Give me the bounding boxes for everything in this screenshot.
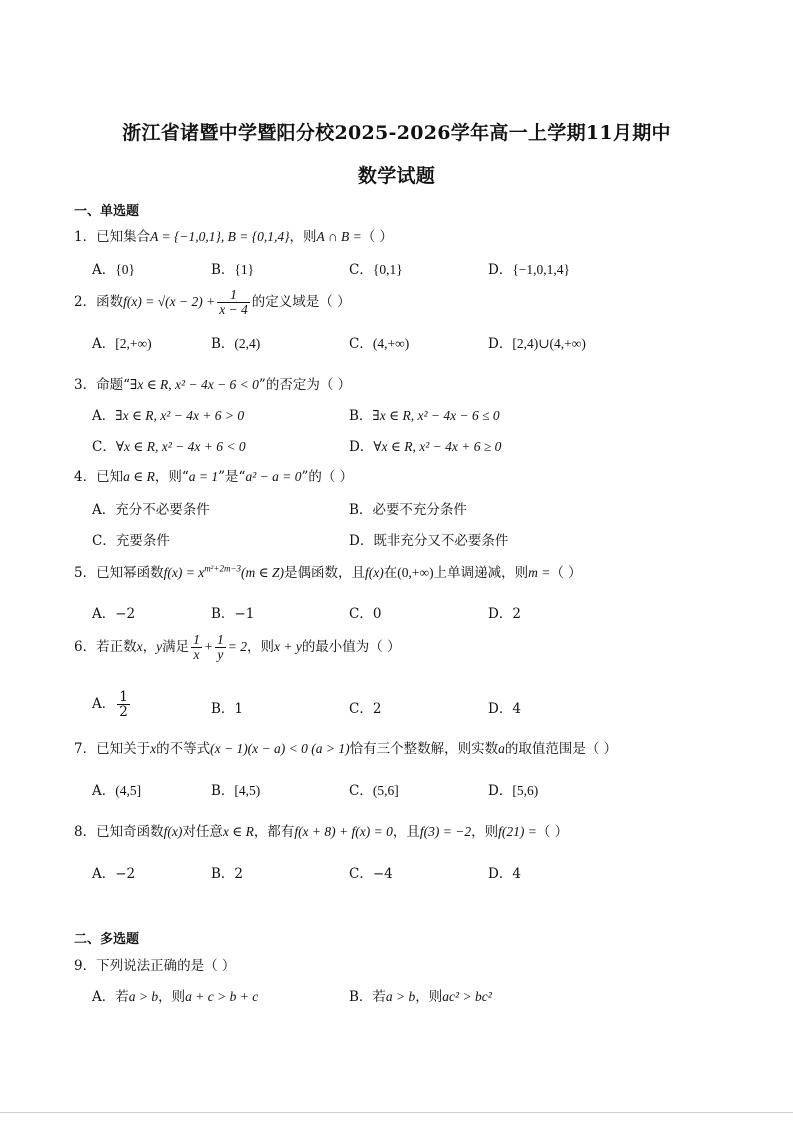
question-5 [74, 561, 582, 581]
question-text: ”的（ ） [301, 469, 354, 485]
question-number: 6． [74, 639, 97, 656]
option-d: D．{−1,0,1,4} [488, 262, 571, 278]
question-text: ，都有 [253, 824, 295, 840]
question-text: 命题“ [96, 377, 130, 393]
option-b: B．若a > b，则ac² > bc² [349, 989, 492, 1005]
option-d: D．[2,4)∪(4,+∞) [488, 336, 586, 352]
fraction: $\frac{1}{2}$ [119, 689, 128, 721]
option-d: D．4 [488, 701, 521, 717]
question-text: ，且 [392, 824, 420, 840]
option-c: C．充要条件 [92, 533, 170, 549]
option-b: B．{1} [211, 262, 255, 278]
question-3 [74, 373, 351, 393]
option-d: D．4 [488, 866, 521, 882]
math-expression: ∃x ∈ R, x² − 4x − 6 < 0 [130, 377, 259, 392]
question-text: 的取值范围是（ ） [504, 741, 618, 757]
option-a: A．∃x ∈ R, x² − 4x + 6 > 0 [92, 408, 245, 424]
math-expression: f(x + 8) + f(x) = 0 [294, 824, 393, 839]
question-text: ，则 [289, 229, 317, 245]
option-a: A． $\frac{1}{2}$ [92, 689, 128, 721]
question-text: 已知 [96, 469, 124, 485]
math-expression: (0,+∞) [397, 565, 434, 580]
option-c: C．2 [349, 701, 382, 717]
option-c: C．{0,1} [349, 262, 403, 278]
option-a: A．[2,+∞) [92, 336, 152, 352]
question-number: 8． [74, 824, 97, 840]
math-expression: a [498, 741, 505, 756]
option-c: C．−4 [349, 866, 393, 882]
option-a: A．若a > b，则a + c > b + c [92, 989, 259, 1005]
math-expression: f(x) [365, 565, 384, 580]
exam-title-line1: 浙江省诸暨中学暨阳分校2025-2026学年高一上学期11月期中 [122, 122, 671, 144]
math-expression: a² − a = 0 [245, 469, 302, 484]
question-text: ， [142, 639, 157, 656]
math-expression: x [136, 639, 143, 655]
option-a: A．−2 [92, 866, 136, 882]
question-number: 1． [74, 229, 97, 245]
fraction: $\frac{1}{y}$ [216, 632, 224, 663]
section-single-choice: 一、单选题 [74, 204, 140, 219]
option-b: B．(2,4) [211, 336, 261, 352]
question-text: ，则 [471, 824, 499, 840]
question-number: 5． [74, 565, 97, 581]
option-a: A．−2 [92, 606, 136, 622]
question-number: 3． [74, 377, 97, 393]
option-b: B．必要不充分条件 [349, 502, 467, 518]
question-text: 下列说法正确的是（ ） [96, 958, 236, 974]
question-text: ”的否定为（ ） [258, 377, 352, 393]
option-d: D．2 [488, 606, 521, 622]
option-a: A．充分不必要条件 [92, 502, 210, 518]
question-7 [74, 737, 617, 757]
question-1 [74, 225, 393, 245]
question-text: 已知幂函数 [96, 565, 164, 581]
fraction: $\frac{1}{x}$ [193, 632, 200, 663]
option-a: A．{0} [92, 262, 135, 278]
math-expression: x ∈ R [222, 824, 254, 839]
question-text: 的不等式 [156, 741, 211, 757]
question-6 [74, 633, 401, 662]
question-text: ，则 [246, 639, 274, 656]
question-number: 9． [74, 958, 97, 974]
question-text: 在 [383, 565, 398, 581]
option-c: C．(4,+∞) [349, 336, 410, 352]
math-expression: = 2 [227, 639, 247, 655]
math-expression: A = {−1,0,1}, B = {0,1,4} [150, 229, 290, 244]
question-text: 是偶函数，且 [284, 565, 366, 581]
option-c: C．∀x ∈ R, x² − 4x + 6 < 0 [92, 439, 246, 455]
question-text: ，则“ [154, 469, 189, 485]
exam-title-line2: 数学试题 [357, 165, 436, 187]
question-text: 上单调递减，则 [433, 565, 529, 581]
math-expression: f(x) = x [163, 565, 205, 580]
option-d: D．∀x ∈ R, x² − 4x + 6 ≥ 0 [349, 439, 502, 455]
answer-paren: （ ） [536, 824, 569, 840]
option-d: D．[5,6) [488, 783, 539, 799]
question-text: 已知奇函数 [96, 824, 164, 840]
option-b: B．2 [211, 866, 244, 882]
question-number: 7． [74, 741, 97, 757]
math-expression: f(x) = √(x − 2) + [123, 294, 216, 310]
question-text: 已知关于 [96, 741, 151, 757]
option-d: D．既非充分又不必要条件 [349, 533, 509, 549]
math-expression: f(x) [163, 824, 183, 839]
fraction: $\frac{1}{x - 4}$ [219, 287, 248, 318]
question-text: ”是“ [218, 469, 246, 485]
math-expression: a ∈ R [123, 469, 155, 484]
question-text: 恰有三个整数解，则实数 [349, 741, 499, 757]
question-text: 若正数 [96, 639, 137, 656]
exponent: m²+2m−3 [204, 563, 242, 574]
answer-paren: （ ） [361, 229, 394, 245]
question-text: 函数 [96, 294, 124, 311]
question-4 [74, 465, 353, 485]
question-8 [74, 820, 568, 840]
math-expression: A ∩ B = [316, 229, 362, 244]
section-multi-choice: 二、多选题 [74, 932, 140, 947]
question-number: 2． [74, 294, 97, 311]
answer-paren: （ ） [550, 565, 582, 581]
math-expression: x + y [273, 639, 302, 655]
question-number: 4． [74, 469, 97, 485]
math-expression: (m ∈ Z) [241, 565, 285, 580]
option-b: B．∃x ∈ R, x² − 4x − 6 ≤ 0 [349, 408, 500, 424]
option-c: C．0 [349, 606, 382, 622]
math-expression: x [150, 741, 157, 756]
option-b: B．−1 [211, 606, 255, 622]
math-expression: m = [528, 565, 551, 580]
question-text: 已知集合 [96, 229, 151, 245]
question-9 [74, 954, 235, 974]
math-expression: f(3) = −2 [419, 824, 472, 839]
option-b: B．[4,5) [211, 783, 261, 799]
math-expression: a = 1 [188, 469, 219, 484]
question-text: 的定义域是（ ） [251, 294, 351, 311]
math-expression: f(21) = [498, 824, 537, 839]
question-text: 的最小值为（ ） [301, 639, 401, 656]
option-b: B．1 [211, 701, 244, 717]
option-a: A．(4,5] [92, 783, 142, 799]
math-expression: y [156, 639, 163, 655]
math-expression: (x − 1)(x − a) < 0 (a > 1) [210, 741, 350, 756]
option-c: C．(5,6] [349, 783, 399, 799]
page-bottom-divider [0, 1112, 793, 1113]
math-expression: + [203, 639, 213, 655]
question-text: 对任意 [182, 824, 223, 840]
question-text: 满足 [162, 639, 190, 656]
question-2 [74, 288, 351, 317]
